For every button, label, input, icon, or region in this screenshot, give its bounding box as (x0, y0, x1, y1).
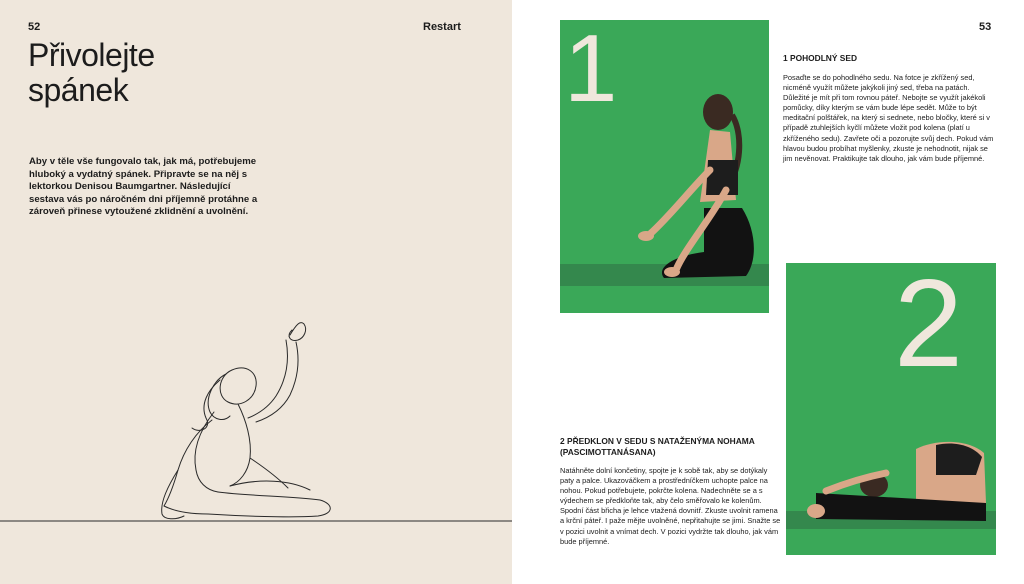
pose1-heading: 1 POHODLNÝ SED (783, 53, 857, 63)
pose1-photo (560, 20, 769, 313)
pose2-heading-line-1: 2 PŘEDKLON V SEDU S NATAŽENÝMA NOHAMA (560, 436, 755, 446)
pose1-number: 1 (564, 20, 618, 122)
right-page (512, 0, 1024, 584)
pose2-number: 2 (894, 263, 963, 393)
title-line-2: spánek (28, 72, 129, 108)
pose2-heading-line-2: (PASCIMOTTANÁSANA) (560, 446, 656, 457)
pose1-text: Posaďte se do pohodlného sedu. Na fotce je zkřížený sed, nicméně využít můžete jakýkoli jiný sed, třeba na patách. Důležité je mít při tom rovnou páteř. Nebojte se využít jakékoli pomůcky, díky kterým se vám bude lépe sedět. Může to být meditační polštářek, na který si sednete, nebo bločky, které si v případě ztuhlejších kyčlí můžete vložit pod kolena (platí u zkříženého sedu). Zavřete oči a pozorujte svůj dech. Pokud vám hlavou budou probíhat myšlenky, zkuste je nehodnotit, nijak se jim nevěnovat. Praktikujte tak dlouho, jak vám bude příjemné. (783, 73, 994, 163)
line-art-illustration (0, 300, 512, 540)
pose2-figure (786, 263, 996, 555)
magazine-name: Restart (423, 21, 461, 33)
page-number-right: 53 (979, 21, 992, 33)
page-number-left: 52 (28, 21, 41, 33)
pose2-heading (560, 436, 784, 457)
pose2-photo (786, 263, 996, 555)
intro-text: Aby v těle vše fungovalo tak, jak má, potřebujeme hluboký a vydatný spánek. Připravte se na něj s lektorkou Denisou Baumgartner. Následující sestava vás po náročném dni příjemně protáhne a zároveň přinese vytoužené zklidnění a uvolnění. (29, 156, 258, 217)
title-line-1: Přivolejte (28, 37, 155, 73)
pose2-text: Natáhněte dolní končetiny, spojte je k sobě tak, aby se dotýkaly paty a palce. Ukazováčkem a prostředníčkem uchopte palce na nohou. Pokud potřebujete, pokrčte kolena. Nadechněte se a s výdechem se předkloňte tak, aby čelo směřovalo ke kolenům. Spodní část břicha je lehce vtažená dovnitř. Zkuste uvolnit ramena a krční páteř. I paže mějte uvolněné, nepřitahujte se jimi. Snažte se v pozici uvolnit a vnímat dech. V pozici vydržte tak dlouho, jak vám bude příjemné. (560, 466, 781, 546)
page-title (28, 38, 288, 108)
pose1-figure (560, 20, 769, 313)
